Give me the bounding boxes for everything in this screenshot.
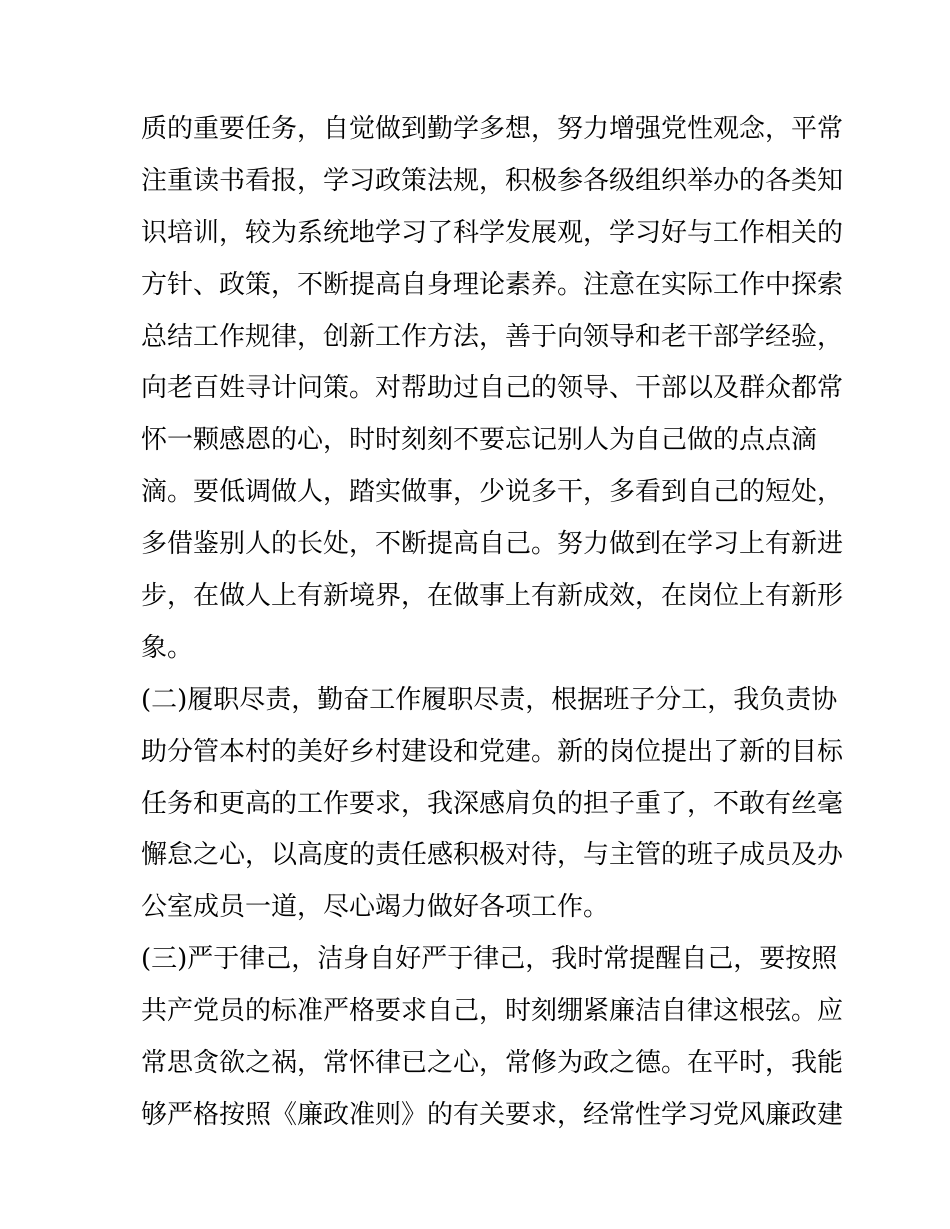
text-line: 共产党员的标准严格要求自己，时刻绷紧廉洁自律这根弦。应 [141, 996, 844, 1027]
text-line: 方针、政策，不断提高自身理论素养。注意在实际工作中探索 [141, 269, 844, 300]
text-line: 助分管本村的美好乡村建设和党建。新的岗位提出了新的目标 [141, 736, 844, 767]
body-text [141, 104, 844, 1142]
text-line: 步，在做人上有新境界，在做事上有新成效，在岗位上有新形 [141, 581, 844, 612]
text-line: 识培训，较为系统地学习了科学发展观，学习好与工作相关的 [141, 217, 844, 248]
text-line: 常思贪欲之祸，常怀律已之心，常修为政之德。在平时，我能 [141, 1048, 844, 1079]
text-line: 够严格按照《廉政准则》的有关要求，经常性学习党风廉政建 [141, 1099, 844, 1130]
text-line: 懈怠之心，以高度的责任感积极对待，与主管的班子成员及办 [141, 840, 844, 871]
text-line: 象。 [141, 632, 194, 663]
text-line: 公室成员一道，尽心竭力做好各项工作。 [141, 892, 610, 923]
text-line: 怀一颗感恩的心，时时刻刻不要忘记别人为自己做的点点滴 [141, 425, 818, 456]
text-line: 质的重要任务，自觉做到勤学多想，努力增强党性观念，平常 [141, 114, 844, 144]
text-line: 总结工作规律，创新工作方法，善于向领导和老干部学经验， [141, 321, 844, 352]
text-line: 注重读书看报，学习政策法规，积极参各级组织举办的各类知 [141, 165, 844, 196]
text-line: 多借鉴别人的长处，不断提高自己。努力做到在学习上有新进 [141, 529, 844, 560]
section-heading-line: (三)严于律己，洁身自好严于律己，我时常提醒自己，要按照 [141, 944, 838, 975]
section-heading-line: (二)履职尽责，勤奋工作履职尽责，根据班子分工，我负责协 [141, 684, 838, 715]
text-line: 任务和更高的工作要求，我深感肩负的担子重了，不敢有丝毫 [141, 788, 844, 819]
text-line: 向老百姓寻计问策。对帮助过自己的领导、干部以及群众都常 [141, 373, 844, 404]
text-line: 滴。要低调做人，踏实做事，少说多干，多看到自己的短处， [141, 477, 844, 508]
